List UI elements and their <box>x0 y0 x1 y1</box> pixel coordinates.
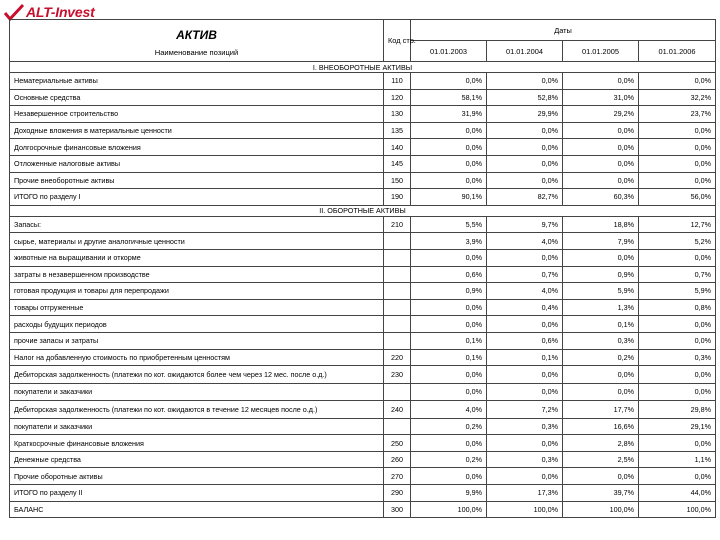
table-row <box>10 451 716 468</box>
table-row <box>10 418 716 435</box>
table-row <box>10 468 716 485</box>
table-row <box>10 332 716 349</box>
row-value: 0,7% <box>487 266 563 283</box>
row-name: Краткосрочные финансовые вложения <box>10 435 384 452</box>
row-name: Прочие оборотные активы <box>10 468 384 485</box>
row-value: 0,0% <box>411 299 487 316</box>
row-name: Доходные вложения в материальные ценности <box>10 122 384 139</box>
row-value: 1,3% <box>563 299 639 316</box>
row-value: 0,0% <box>411 139 487 156</box>
table-row <box>10 400 716 418</box>
date-col-2004: 01.01.2004 <box>487 41 563 62</box>
row-code: 250 <box>384 435 411 452</box>
balance-asset-table <box>9 19 716 518</box>
row-value: 0,0% <box>563 139 639 156</box>
table-row <box>10 89 716 106</box>
row-value: 56,0% <box>639 189 716 206</box>
row-code <box>384 332 411 349</box>
row-value: 5,9% <box>639 283 716 300</box>
row-name: животные на выращивании и откорме <box>10 249 384 266</box>
row-value: 0,0% <box>487 249 563 266</box>
table-row <box>10 106 716 123</box>
row-code: 135 <box>384 122 411 139</box>
row-name: Дебиторская задолженность (платежи по кот. ожидаются в течение 12 месяцев после о.д.) <box>10 400 384 418</box>
code-header: Код стр. <box>384 20 411 62</box>
row-value: 0,0% <box>487 139 563 156</box>
row-value: 0,9% <box>411 283 487 300</box>
row-name: расходы будущих периодов <box>10 316 384 333</box>
row-name: Дебиторская задолженность (платежи по кот. ожидаются более чем через 12 мес. после о.д.) <box>10 366 384 384</box>
row-value: 82,7% <box>487 189 563 206</box>
row-value: 31,9% <box>411 106 487 123</box>
row-code: 220 <box>384 349 411 366</box>
row-value: 0,0% <box>487 155 563 172</box>
row-value: 0,0% <box>411 155 487 172</box>
row-value: 16,6% <box>563 418 639 435</box>
row-code <box>384 418 411 435</box>
row-name: затраты в незавершенном производстве <box>10 266 384 283</box>
row-value: 0,0% <box>487 73 563 90</box>
row-value: 5,2% <box>639 233 716 250</box>
row-value: 0,0% <box>639 249 716 266</box>
row-value: 0,0% <box>487 468 563 485</box>
row-value: 7,2% <box>487 400 563 418</box>
row-value: 0,0% <box>639 155 716 172</box>
table-row <box>10 501 716 518</box>
row-value: 23,7% <box>639 106 716 123</box>
row-value: 0,8% <box>639 299 716 316</box>
row-code: 140 <box>384 139 411 156</box>
row-value: 0,0% <box>487 435 563 452</box>
row-value: 0,0% <box>639 332 716 349</box>
date-col-2005: 01.01.2005 <box>563 41 639 62</box>
row-value: 0,6% <box>411 266 487 283</box>
table-row <box>10 283 716 300</box>
row-value: 0,0% <box>411 435 487 452</box>
row-value: 0,0% <box>563 249 639 266</box>
row-value: 100,0% <box>487 501 563 518</box>
row-value: 0,0% <box>639 468 716 485</box>
row-value: 0,0% <box>487 122 563 139</box>
row-name: сырье, материалы и другие аналогичные ценности <box>10 233 384 250</box>
table-row <box>10 233 716 250</box>
row-value: 0,0% <box>639 435 716 452</box>
row-value: 0,0% <box>563 468 639 485</box>
row-code: 300 <box>384 501 411 518</box>
row-code: 270 <box>384 468 411 485</box>
table-row <box>10 366 716 384</box>
row-value: 0,0% <box>563 155 639 172</box>
row-name: Нематериальные активы <box>10 73 384 90</box>
row-name: Денежные средства <box>10 451 384 468</box>
activ-title: АКТИВ <box>176 28 217 42</box>
row-value: 0,0% <box>411 122 487 139</box>
row-value: 0,2% <box>411 418 487 435</box>
row-value: 17,3% <box>487 485 563 502</box>
row-value: 0,1% <box>411 332 487 349</box>
row-name: Долгосрочные финансовые вложения <box>10 139 384 156</box>
table-row <box>10 316 716 333</box>
section-title: I. ВНЕОБОРОТНЫЕ АКТИВЫ <box>10 62 716 73</box>
row-value: 0,1% <box>563 316 639 333</box>
row-value: 0,9% <box>563 266 639 283</box>
row-name: покупатели и заказчики <box>10 384 384 401</box>
row-value: 0,0% <box>563 366 639 384</box>
row-name: Незавершенное строительство <box>10 106 384 123</box>
row-value: 0,1% <box>487 349 563 366</box>
row-value: 0,0% <box>639 122 716 139</box>
row-code: 230 <box>384 366 411 384</box>
row-code <box>384 249 411 266</box>
row-name: Запасы: <box>10 216 384 233</box>
table-row <box>10 155 716 172</box>
row-code: 210 <box>384 216 411 233</box>
row-value: 1,1% <box>639 451 716 468</box>
row-value: 0,0% <box>639 316 716 333</box>
row-value: 9,9% <box>411 485 487 502</box>
row-value: 0,3% <box>563 332 639 349</box>
table-row <box>10 266 716 283</box>
row-name: БАЛАНС <box>10 501 384 518</box>
section-row <box>10 205 716 216</box>
row-value: 0,2% <box>563 349 639 366</box>
row-value: 100,0% <box>639 501 716 518</box>
row-value: 100,0% <box>563 501 639 518</box>
row-value: 0,0% <box>411 172 487 189</box>
row-name: ИТОГО по разделу II <box>10 485 384 502</box>
logo-text: ALT-Invest <box>26 4 95 20</box>
row-value: 0,2% <box>411 451 487 468</box>
row-code <box>384 316 411 333</box>
row-code: 150 <box>384 172 411 189</box>
row-name: покупатели и заказчики <box>10 418 384 435</box>
row-value: 4,0% <box>487 283 563 300</box>
row-code: 260 <box>384 451 411 468</box>
row-value: 60,3% <box>563 189 639 206</box>
table-row <box>10 122 716 139</box>
row-value: 0,6% <box>487 332 563 349</box>
section-row <box>10 62 716 73</box>
row-code <box>384 384 411 401</box>
row-value: 0,0% <box>411 366 487 384</box>
row-value: 0,0% <box>639 384 716 401</box>
table-row <box>10 299 716 316</box>
row-name: Налог на добавленную стоимость по приобретенным ценностям <box>10 349 384 366</box>
row-value: 0,0% <box>639 172 716 189</box>
row-value: 0,0% <box>411 468 487 485</box>
row-value: 52,8% <box>487 89 563 106</box>
row-value: 0,0% <box>411 384 487 401</box>
row-value: 32,2% <box>639 89 716 106</box>
row-value: 0,7% <box>639 266 716 283</box>
row-code: 145 <box>384 155 411 172</box>
row-code: 120 <box>384 89 411 106</box>
table-row <box>10 349 716 366</box>
row-value: 0,3% <box>639 349 716 366</box>
date-col-2003: 01.01.2003 <box>411 41 487 62</box>
row-value: 3,9% <box>411 233 487 250</box>
row-code <box>384 299 411 316</box>
dates-header: Даты <box>411 20 716 41</box>
row-name: товары отгруженные <box>10 299 384 316</box>
row-value: 4,0% <box>411 400 487 418</box>
table-row <box>10 189 716 206</box>
row-value: 0,0% <box>639 73 716 90</box>
row-value: 0,0% <box>563 172 639 189</box>
row-value: 17,7% <box>563 400 639 418</box>
row-value: 0,0% <box>563 73 639 90</box>
row-value: 0,3% <box>487 451 563 468</box>
row-value: 7,9% <box>563 233 639 250</box>
section-title: II. ОБОРОТНЫЕ АКТИВЫ <box>10 205 716 216</box>
table-row <box>10 73 716 90</box>
row-name: прочие запасы и затраты <box>10 332 384 349</box>
table-row <box>10 485 716 502</box>
row-value: 0,0% <box>639 366 716 384</box>
row-value: 18,8% <box>563 216 639 233</box>
row-value: 29,1% <box>639 418 716 435</box>
row-code: 290 <box>384 485 411 502</box>
row-value: 0,0% <box>563 384 639 401</box>
row-value: 0,0% <box>487 172 563 189</box>
table-row <box>10 172 716 189</box>
arrow-check-logo-icon <box>4 4 24 20</box>
row-value: 5,9% <box>563 283 639 300</box>
row-value: 29,9% <box>487 106 563 123</box>
row-value: 90,1% <box>411 189 487 206</box>
row-value: 2,8% <box>563 435 639 452</box>
row-value: 0,0% <box>563 122 639 139</box>
row-value: 58,1% <box>411 89 487 106</box>
row-code: 190 <box>384 189 411 206</box>
row-value: 2,5% <box>563 451 639 468</box>
row-value: 0,0% <box>411 316 487 333</box>
row-value: 0,0% <box>639 139 716 156</box>
row-value: 4,0% <box>487 233 563 250</box>
row-value: 0,0% <box>487 384 563 401</box>
table-row <box>10 384 716 401</box>
row-value: 0,0% <box>411 73 487 90</box>
row-value: 0,0% <box>487 366 563 384</box>
row-value: 39,7% <box>563 485 639 502</box>
row-value: 44,0% <box>639 485 716 502</box>
row-value: 0,3% <box>487 418 563 435</box>
row-name: Основные средства <box>10 89 384 106</box>
table-row <box>10 435 716 452</box>
table-row <box>10 216 716 233</box>
row-value: 29,8% <box>639 400 716 418</box>
table-row <box>10 249 716 266</box>
row-code <box>384 283 411 300</box>
row-code: 130 <box>384 106 411 123</box>
row-value: 5,5% <box>411 216 487 233</box>
header-position-cell <box>10 20 384 62</box>
row-value: 0,0% <box>487 316 563 333</box>
position-name-header: Наименование позиций <box>154 48 239 57</box>
row-code <box>384 233 411 250</box>
row-value: 29,2% <box>563 106 639 123</box>
row-value: 0,4% <box>487 299 563 316</box>
row-code <box>384 266 411 283</box>
row-name: готовая продукция и товары для перепродажи <box>10 283 384 300</box>
row-value: 100,0% <box>411 501 487 518</box>
row-value: 12,7% <box>639 216 716 233</box>
row-name: Отложенные налоговые активы <box>10 155 384 172</box>
row-name: ИТОГО по разделу I <box>10 189 384 206</box>
row-value: 31,0% <box>563 89 639 106</box>
row-value: 0,0% <box>411 249 487 266</box>
row-name: Прочие внеоборотные активы <box>10 172 384 189</box>
table-row <box>10 139 716 156</box>
date-col-2006: 01.01.2006 <box>639 41 716 62</box>
row-value: 0,1% <box>411 349 487 366</box>
row-value: 9,7% <box>487 216 563 233</box>
row-code: 240 <box>384 400 411 418</box>
row-code: 110 <box>384 73 411 90</box>
